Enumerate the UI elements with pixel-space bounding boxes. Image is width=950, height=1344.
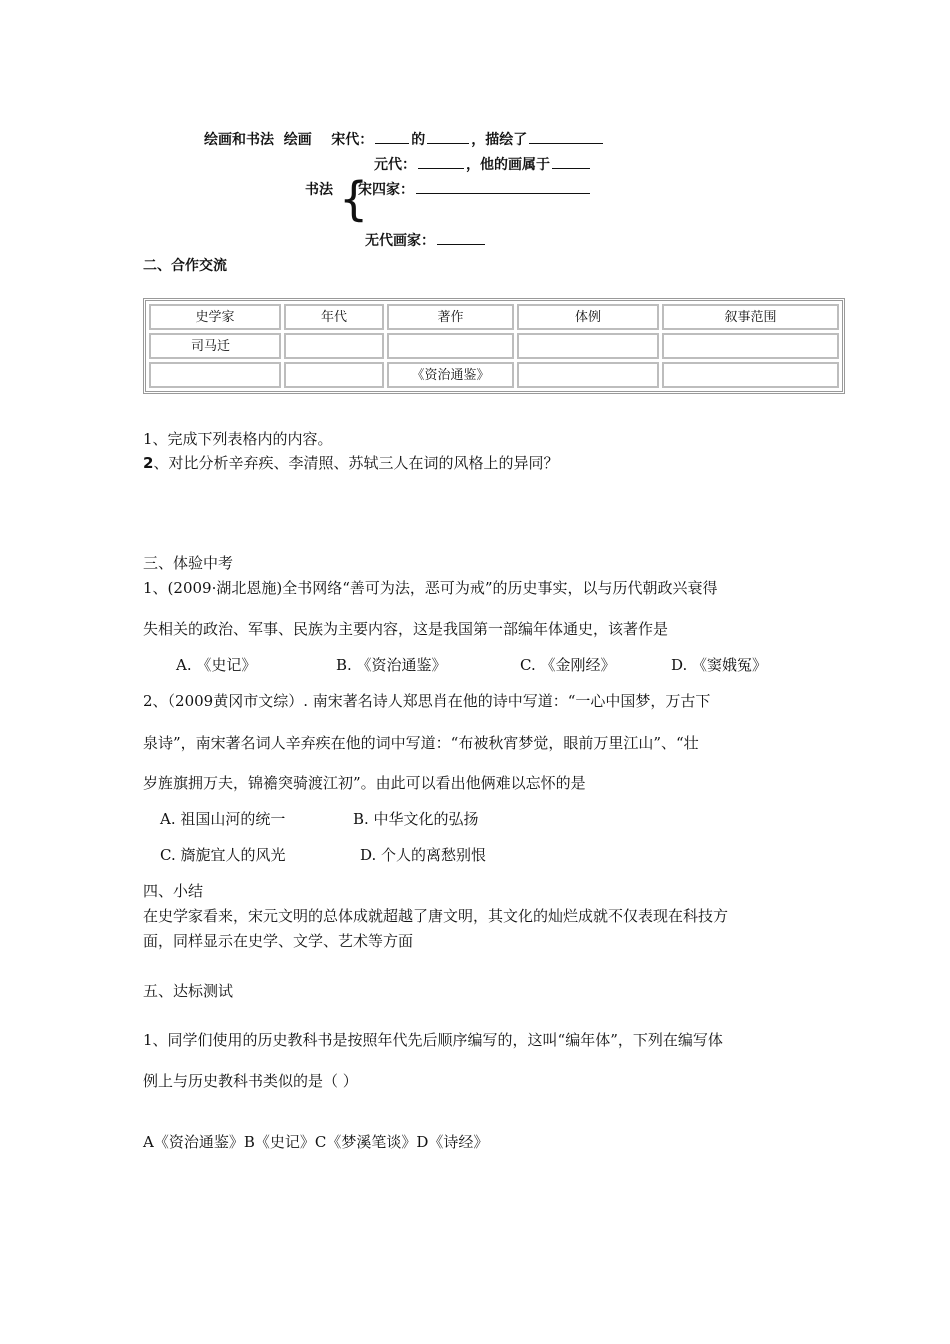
- exam-q1-option-a[interactable]: A. 《史记》: [176, 656, 257, 674]
- historian-table: [143, 298, 845, 394]
- blank-song-work[interactable]: [427, 129, 469, 144]
- table-cell: 司马迁: [149, 333, 281, 359]
- exam-q2-option-d[interactable]: D. 个人的离愁别恨: [360, 846, 487, 864]
- section-title-cooperation: 二、合作交流: [143, 258, 227, 274]
- test-q1-options[interactable]: A《资治通鉴》B《史记》C《梦溪笔谈》D《诗经》: [143, 1133, 489, 1151]
- table-cell[interactable]: [284, 362, 384, 388]
- table-cell[interactable]: [284, 333, 384, 359]
- fill-line-yuan-painters: [365, 230, 487, 250]
- table-cell[interactable]: [387, 333, 514, 359]
- table-cell[interactable]: [662, 362, 839, 388]
- question-compare-poets: [143, 452, 558, 473]
- summary-line1: 在史学家看来，宋元文明的总体成就超越了唐文明，其文化的灿烂成就不仅表现在科技方: [143, 907, 729, 925]
- table-cell[interactable]: [517, 362, 659, 388]
- exam-q2-line1: 2、（2009黄冈市文综）. 南宋著名诗人郑思肖在他的诗中写道：“一心中国梦，万古下: [143, 692, 711, 710]
- question-number: 2: [143, 454, 154, 472]
- table-header-cell: 年代: [284, 304, 384, 330]
- label-depicted: ，描绘了: [471, 132, 528, 148]
- table-header-cell: 叙事范围: [662, 304, 839, 330]
- table-cell[interactable]: [662, 333, 839, 359]
- exam-q1-option-c[interactable]: C. 《金刚经》: [520, 656, 616, 674]
- table-cell[interactable]: [149, 362, 281, 388]
- table-cell[interactable]: [517, 333, 659, 359]
- exam-q1-option-d[interactable]: D. 《窦娥冤》: [671, 656, 768, 674]
- table-header-cell: 史学家: [149, 304, 281, 330]
- blank-yuan-painter[interactable]: [418, 154, 464, 169]
- blank-song-depicted[interactable]: [529, 129, 603, 144]
- fill-line-painting-yuan: [374, 154, 592, 174]
- brace-icon: {: [339, 172, 369, 226]
- blank-yuan-painters[interactable]: [437, 230, 485, 245]
- fill-line-painting-song: [204, 129, 605, 149]
- section-title-exam: 三、体验中考: [143, 554, 234, 572]
- exam-q1-line1: 1、(2009·湖北恩施)全书网络“善可为法，恶可为戒”的历史事实，以与历代朝政兴衰得: [143, 579, 718, 597]
- label-painting: 绘画: [283, 132, 312, 148]
- table-header-row: [149, 304, 839, 330]
- section-title-summary: 四、小结: [143, 882, 204, 900]
- test-q1-line2: 例上与历史教科书类似的是（ ）: [143, 1072, 358, 1090]
- question-text: 、对比分析辛弃疾、李清照、苏轼三人在词的风格上的异同？: [153, 454, 559, 472]
- label-yuan-dynasty: 元代：: [374, 157, 416, 173]
- question-complete-table: 1、完成下列表格内的内容。: [143, 430, 333, 448]
- section-title-test: 五、达标测试: [143, 982, 234, 1000]
- table-row: [149, 362, 839, 388]
- exam-q2-line3: 岁旌旗拥万夫，锦襜突骑渡江初”。由此可以看出他俩难以忘怀的是: [143, 774, 586, 792]
- label-painting-calligraphy: 绘画和书法: [204, 132, 274, 148]
- blank-four-masters[interactable]: [416, 179, 590, 194]
- summary-line2: 面，同样显示在史学、文学、艺术等方面: [143, 932, 414, 950]
- label-calligraphy: 书法: [305, 182, 333, 198]
- label-yuan-painters: 无代画家：: [365, 233, 435, 249]
- label-song-dynasty: 宋代：: [331, 132, 374, 148]
- table-header-cell: 著作: [387, 304, 514, 330]
- blank-song-painter[interactable]: [375, 129, 409, 144]
- test-q1-line1: 1、同学们使用的历史教科书是按照年代先后顺序编写的，这叫“编年体”，下列在编写体: [143, 1031, 723, 1049]
- table-cell: 《资治通鉴》: [387, 362, 514, 388]
- exam-q1-option-b[interactable]: B. 《资治通鉴》: [336, 656, 447, 674]
- exam-q1-line2: 失相关的政治、军事、民族为主要内容，这是我国第一部编年体通史，该著作是: [143, 620, 669, 638]
- exam-q2-option-a[interactable]: A. 祖国山河的统一: [160, 810, 286, 828]
- label-de: 的: [411, 132, 426, 148]
- label-song-four-masters: 宋四家：: [358, 182, 414, 198]
- blank-yuan-genre[interactable]: [552, 154, 590, 169]
- exam-q2-option-c[interactable]: C. 旖旎宜人的风光: [160, 846, 286, 864]
- table-row: [149, 333, 839, 359]
- exam-q2-line2: 泉诗”，南宋著名词人辛弃疾在他的词中写道：“布被秋宵梦觉，眼前万里江山”、“壮: [143, 734, 699, 752]
- fill-line-song-four-masters: [358, 179, 592, 199]
- exam-q2-option-b[interactable]: B. 中华文化的弘扬: [353, 810, 479, 828]
- table-header-cell: 体例: [517, 304, 659, 330]
- label-painting-belongs: ，他的画属于: [466, 157, 550, 173]
